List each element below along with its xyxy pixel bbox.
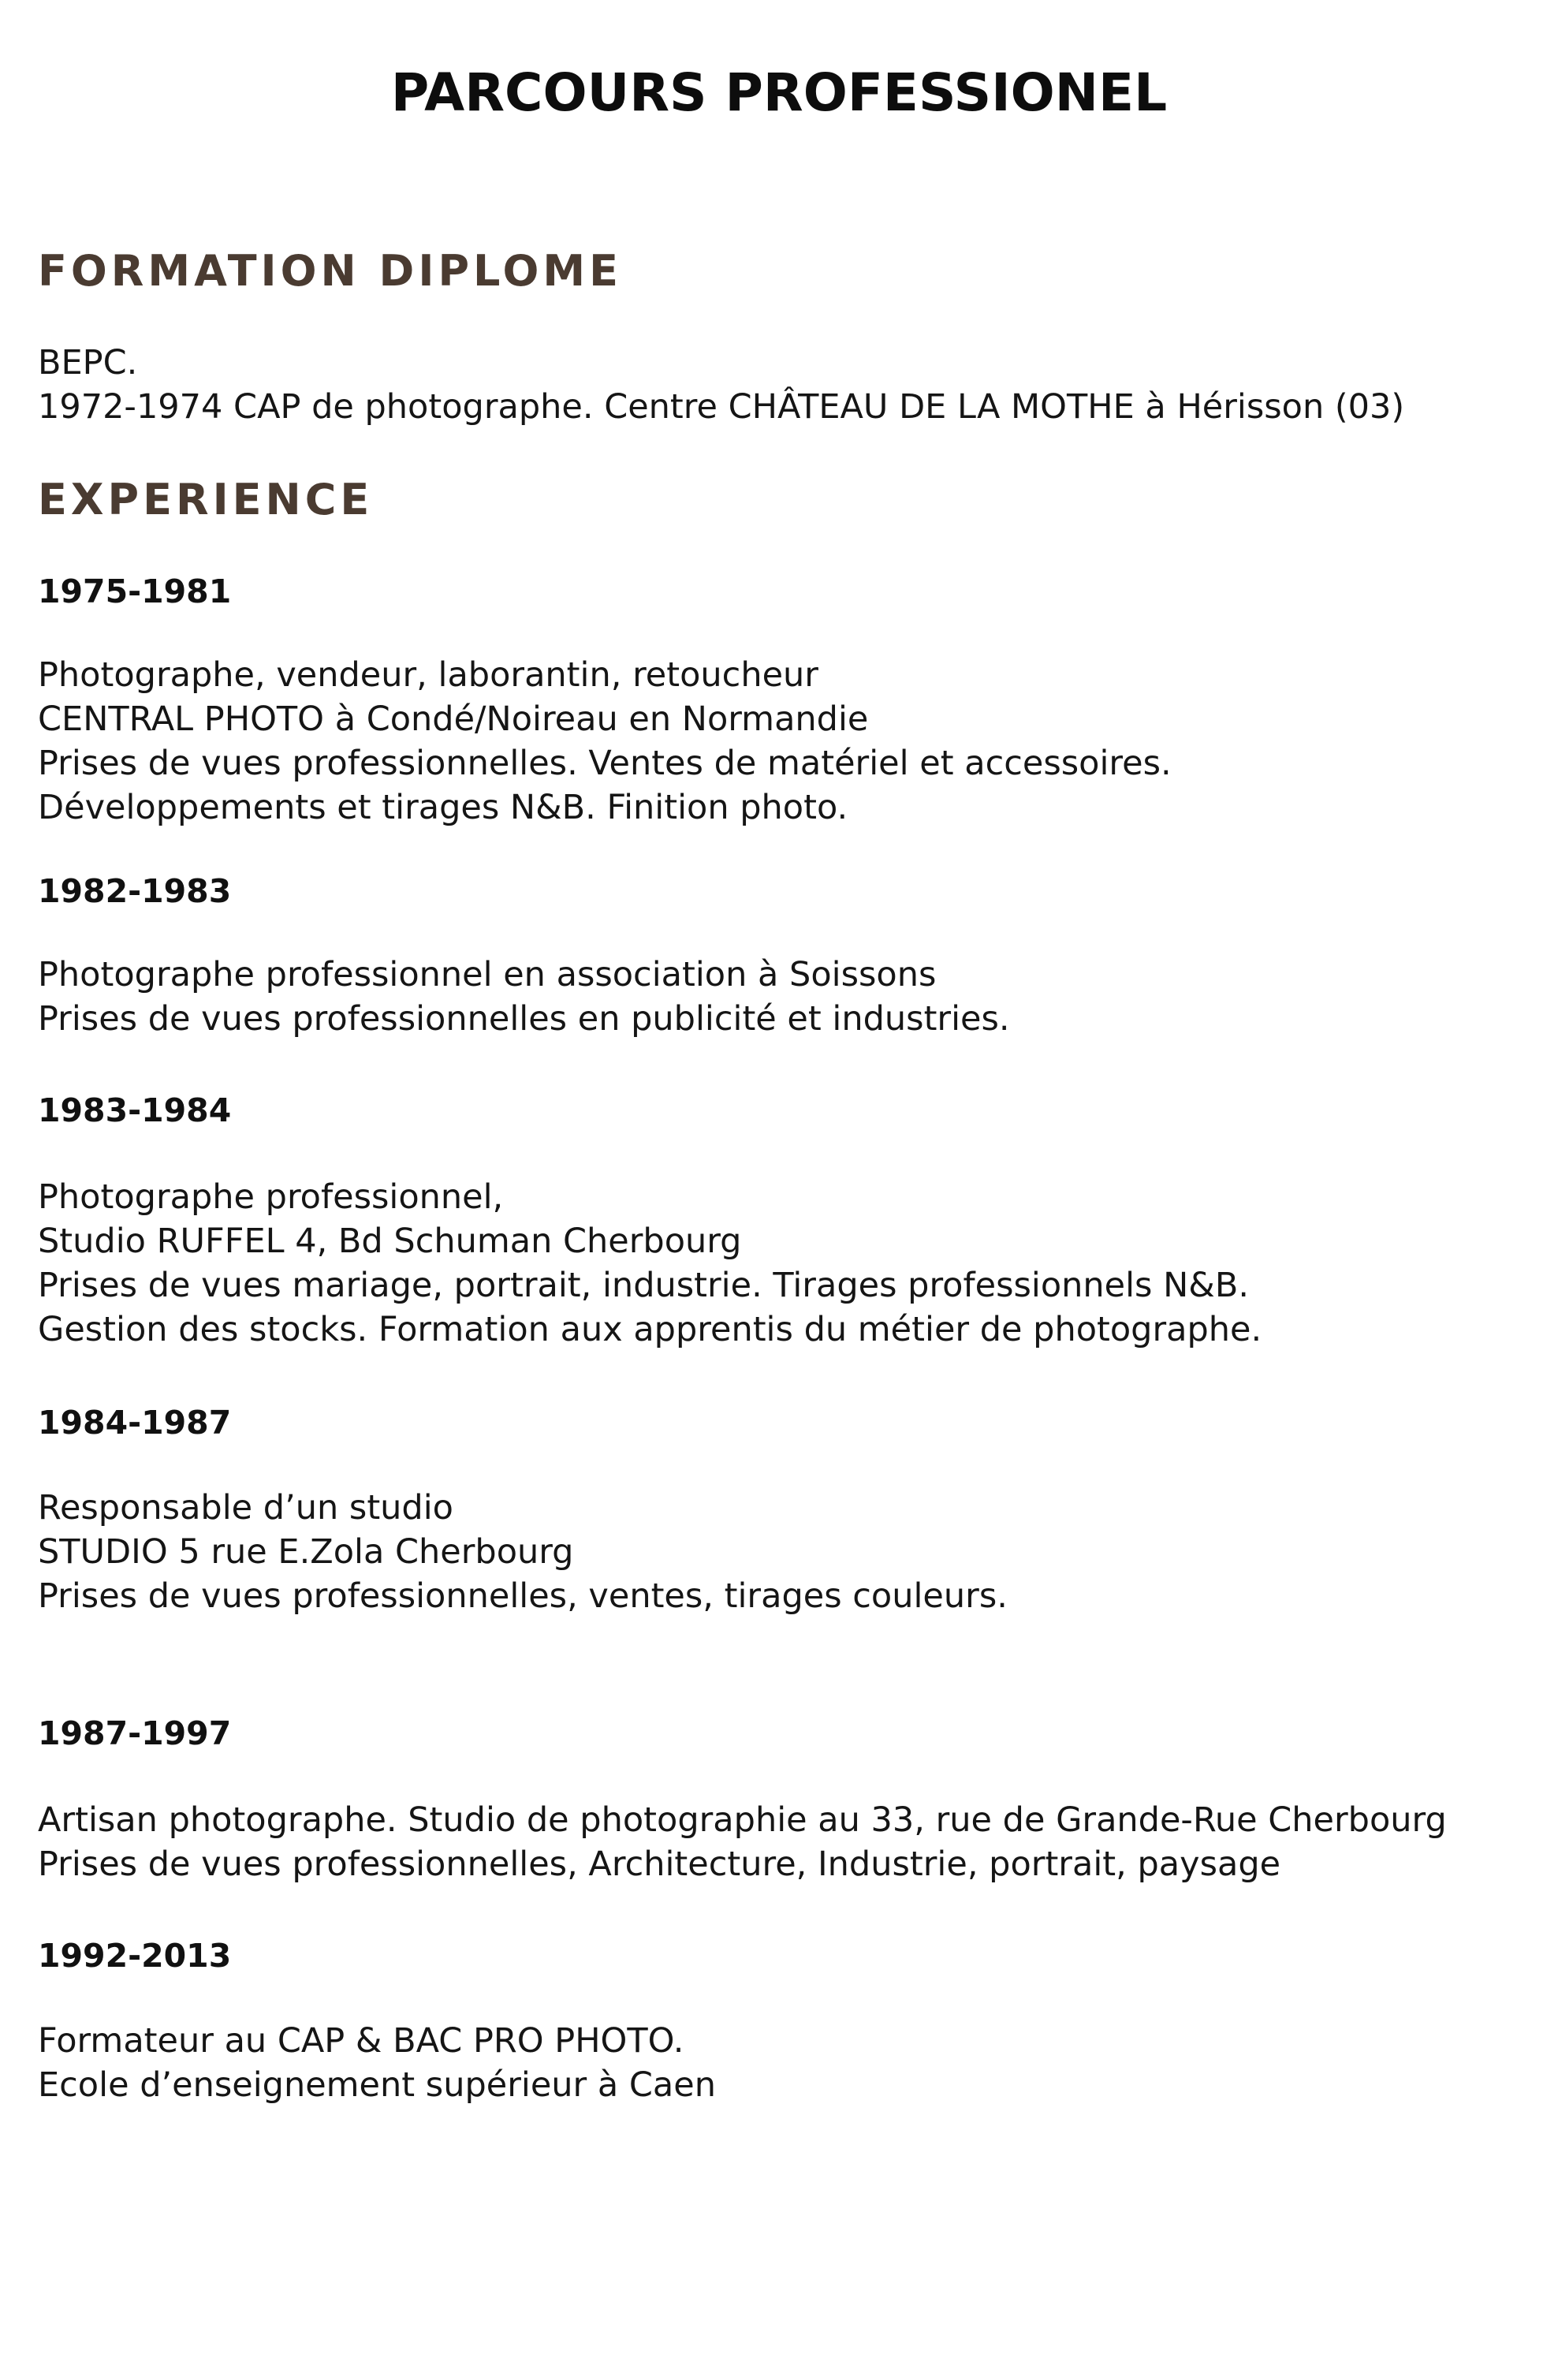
experience-period: 1984-1987	[38, 1404, 232, 1442]
section-heading-experience: EXPERIENCE	[38, 475, 374, 524]
experience-line: Prises de vues professionnelles, ventes, tirages couleurs.	[38, 1576, 1008, 1616]
experience-line: Prises de vues professionnelles. Ventes de matériel et accessoires.	[38, 744, 1172, 783]
experience-line: Formateur au CAP & BAC PRO PHOTO.	[38, 2021, 684, 2061]
experience-line: STUDIO 5 rue E.Zola Cherbourg	[38, 1532, 574, 1572]
experience-line: Ecole d’enseignement supérieur à Caen	[38, 2065, 716, 2105]
experience-line: CENTRAL PHOTO à Condé/Noireau en Normandie	[38, 699, 869, 739]
experience-line: Studio RUFFEL 4, Bd Schuman Cherbourg	[38, 1222, 742, 1261]
section-heading-formation: FORMATION DIPLOME	[38, 246, 623, 296]
experience-period: 1982-1983	[38, 872, 232, 910]
experience-period: 1983-1984	[38, 1091, 232, 1129]
experience-line: Prises de vues mariage, portrait, industrie. Tirages professionnels N&B.	[38, 1266, 1249, 1305]
experience-line: Prises de vues professionnelles, Architecture, Industrie, portrait, paysage	[38, 1845, 1281, 1884]
experience-line: Développements et tirages N&B. Finition photo.	[38, 788, 848, 827]
experience-period: 1987-1997	[38, 1714, 232, 1752]
experience-period: 1992-2013	[38, 1937, 232, 1975]
experience-period: 1975-1981	[38, 573, 232, 610]
experience-line: Photographe, vendeur, laborantin, retoucheur	[38, 655, 818, 695]
experience-line: Prises de vues professionnelles en publicité et industries.	[38, 999, 1010, 1039]
formation-line: BEPC.	[38, 343, 138, 382]
experience-line: Photographe professionnel,	[38, 1177, 504, 1217]
formation-line: 1972-1974 CAP de photographe. Centre CHÂTEAU DE LA MOTHE à Hérisson (03)	[38, 387, 1405, 427]
experience-line: Artisan photographe. Studio de photographie au 33, rue de Grande-Rue Cherbourg	[38, 1800, 1447, 1840]
page-title: PARCOURS PROFESSIONEL	[390, 62, 1168, 123]
experience-line: Gestion des stocks. Formation aux apprentis du métier de photographe.	[38, 1310, 1262, 1349]
experience-line: Responsable d’un studio	[38, 1488, 453, 1528]
experience-line: Photographe professionnel en association à Soissons	[38, 955, 937, 994]
